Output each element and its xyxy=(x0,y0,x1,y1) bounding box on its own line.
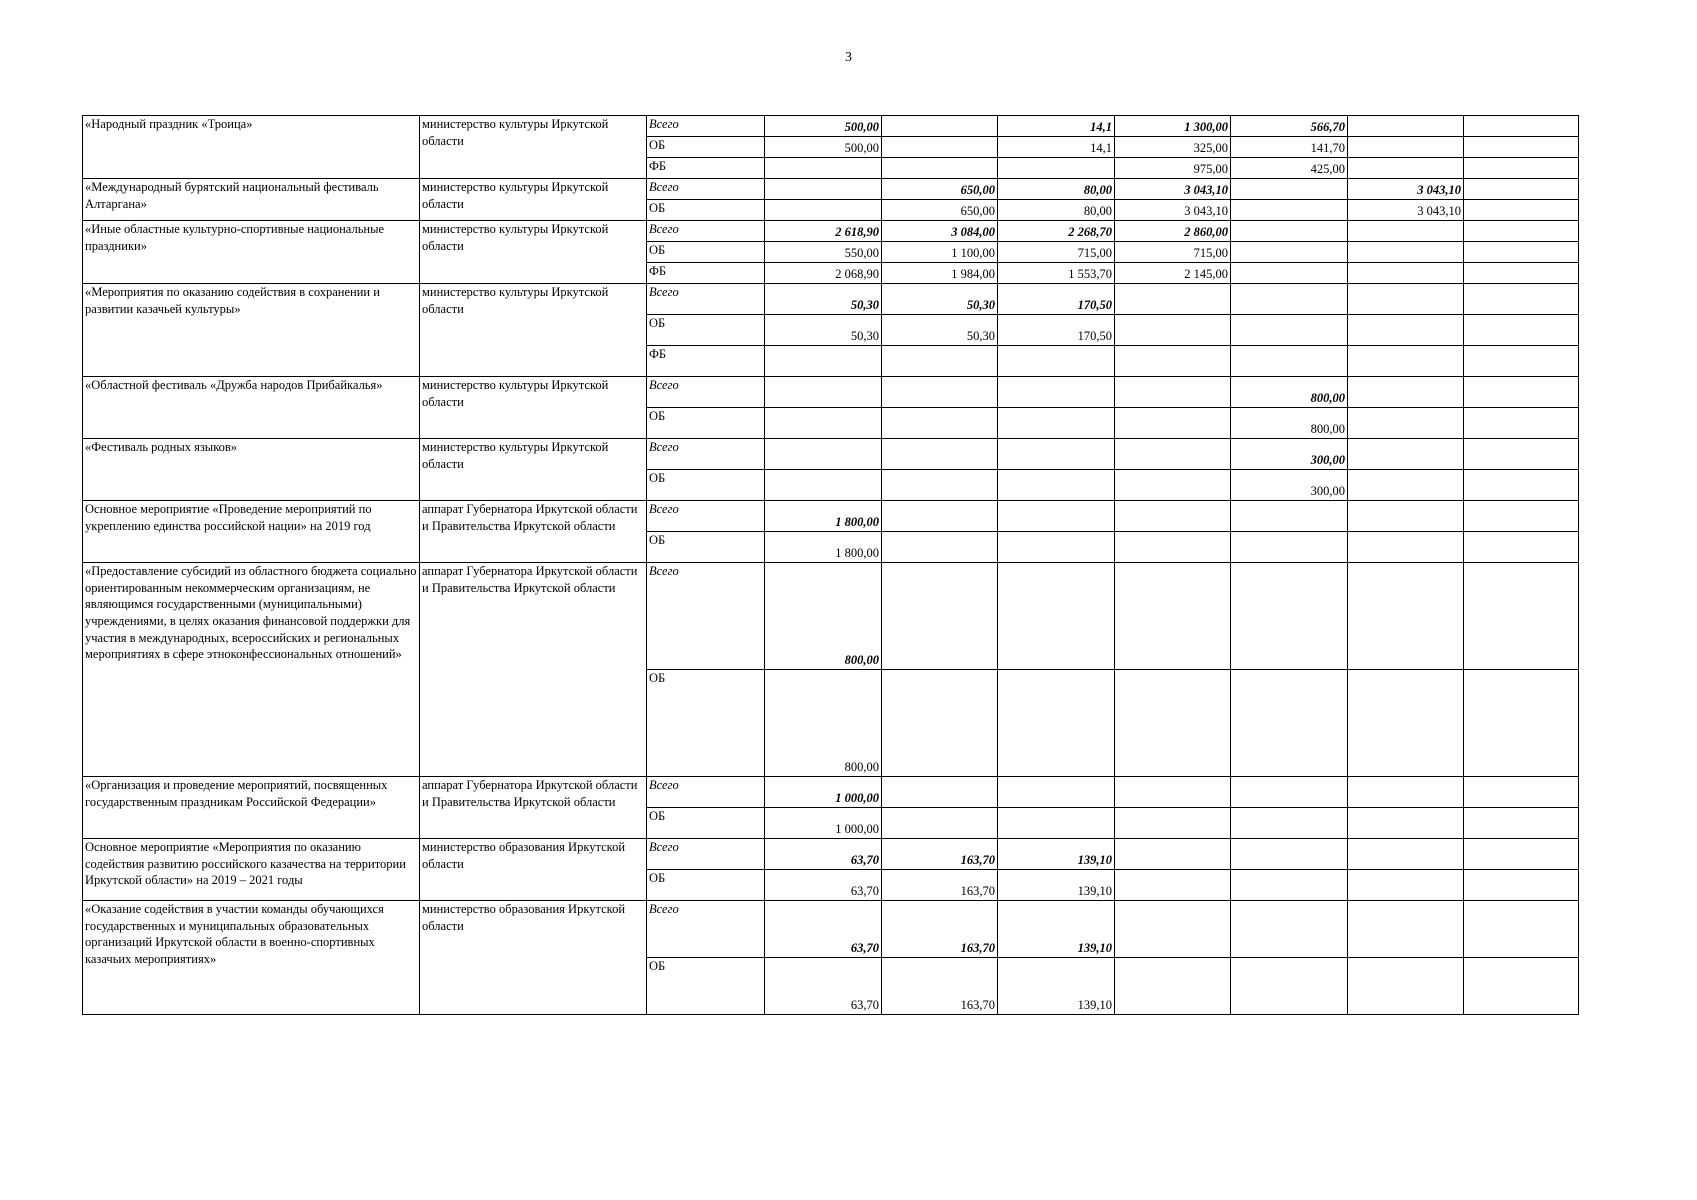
amount-cell xyxy=(1348,439,1464,470)
amount-cell xyxy=(1464,137,1579,158)
amount-cell: 139,10 xyxy=(998,901,1115,958)
amount-cell xyxy=(1115,501,1231,532)
amount-cell xyxy=(1231,179,1348,200)
amount-cell: 2 145,00 xyxy=(1115,263,1231,284)
responsible-executor: министерство образования Иркутской области xyxy=(420,839,647,901)
table-row xyxy=(83,116,1579,137)
funding-source: Всего xyxy=(647,563,765,670)
amount-cell: 63,70 xyxy=(765,870,882,901)
amount-cell xyxy=(1348,408,1464,439)
amount-cell xyxy=(1115,408,1231,439)
amount-cell xyxy=(1231,808,1348,839)
amount-cell: 50,30 xyxy=(765,284,882,315)
amount-cell xyxy=(882,777,998,808)
responsible-executor: министерство культуры Иркутской области xyxy=(420,439,647,501)
amount-cell xyxy=(1231,315,1348,346)
amount-cell xyxy=(882,158,998,179)
amount-cell xyxy=(1348,839,1464,870)
event-name: «Областной фестиваль «Дружба народов Прибайкалья» xyxy=(83,377,420,439)
amount-cell: 800,00 xyxy=(1231,377,1348,408)
amount-cell xyxy=(1115,470,1231,501)
amount-cell xyxy=(1348,263,1464,284)
amount-cell: 163,70 xyxy=(882,870,998,901)
responsible-executor: аппарат Губернатора Иркутской области и Правительства Иркутской области xyxy=(420,501,647,563)
amount-cell: 139,10 xyxy=(998,958,1115,1015)
amount-cell xyxy=(1115,839,1231,870)
amount-cell: 50,30 xyxy=(882,315,998,346)
amount-cell xyxy=(882,670,998,777)
amount-cell: 139,10 xyxy=(998,870,1115,901)
amount-cell xyxy=(1464,116,1579,137)
funding-source: ОБ xyxy=(647,137,765,158)
amount-cell xyxy=(1464,470,1579,501)
responsible-executor: министерство образования Иркутской области xyxy=(420,901,647,1015)
amount-cell: 50,30 xyxy=(765,315,882,346)
funding-source: ОБ xyxy=(647,670,765,777)
amount-cell xyxy=(1115,563,1231,670)
amount-cell xyxy=(1115,377,1231,408)
table-row xyxy=(83,563,1579,670)
amount-cell xyxy=(998,439,1115,470)
amount-cell xyxy=(1231,777,1348,808)
funding-source: ОБ xyxy=(647,958,765,1015)
amount-cell xyxy=(1231,284,1348,315)
amount-cell xyxy=(1115,284,1231,315)
funding-source: ФБ xyxy=(647,263,765,284)
amount-cell xyxy=(882,137,998,158)
amount-cell xyxy=(882,346,998,377)
amount-cell xyxy=(1115,958,1231,1015)
amount-cell xyxy=(882,808,998,839)
amount-cell xyxy=(1115,532,1231,563)
funding-source: ОБ xyxy=(647,242,765,263)
table-row xyxy=(83,284,1579,315)
amount-cell: 550,00 xyxy=(765,242,882,263)
amount-cell xyxy=(1464,439,1579,470)
funding-source: ОБ xyxy=(647,200,765,221)
amount-cell: 14,1 xyxy=(998,137,1115,158)
amount-cell xyxy=(765,179,882,200)
amount-cell xyxy=(998,470,1115,501)
amount-cell xyxy=(1464,563,1579,670)
amount-cell xyxy=(1348,242,1464,263)
amount-cell: 800,00 xyxy=(765,563,882,670)
amount-cell xyxy=(1348,670,1464,777)
amount-cell: 1 300,00 xyxy=(1115,116,1231,137)
funding-source: Всего xyxy=(647,221,765,242)
funding-source: Всего xyxy=(647,839,765,870)
amount-cell xyxy=(998,158,1115,179)
amount-cell xyxy=(998,777,1115,808)
table-row xyxy=(83,901,1579,958)
amount-cell: 3 043,10 xyxy=(1348,200,1464,221)
amount-cell: 3 043,10 xyxy=(1348,179,1464,200)
event-name: Основное мероприятие «Мероприятия по оказанию содействия развитию российского казачества на территории Иркутской области» на 2019 – 2021 годы xyxy=(83,839,420,901)
amount-cell xyxy=(1464,501,1579,532)
amount-cell xyxy=(1348,470,1464,501)
amount-cell: 650,00 xyxy=(882,179,998,200)
amount-cell: 2 618,90 xyxy=(765,221,882,242)
event-name: «Фестиваль родных языков» xyxy=(83,439,420,501)
amount-cell: 50,30 xyxy=(882,284,998,315)
amount-cell xyxy=(1231,839,1348,870)
amount-cell xyxy=(882,501,998,532)
amount-cell xyxy=(1231,901,1348,958)
amount-cell xyxy=(1464,200,1579,221)
amount-cell xyxy=(765,470,882,501)
amount-cell xyxy=(1348,532,1464,563)
amount-cell xyxy=(998,377,1115,408)
amount-cell: 1 100,00 xyxy=(882,242,998,263)
amount-cell: 1 553,70 xyxy=(998,263,1115,284)
funding-source: Всего xyxy=(647,777,765,808)
funding-source: ОБ xyxy=(647,808,765,839)
responsible-executor: аппарат Губернатора Иркутской области и Правительства Иркутской области xyxy=(420,563,647,777)
amount-cell: 300,00 xyxy=(1231,439,1348,470)
amount-cell xyxy=(1115,670,1231,777)
amount-cell: 63,70 xyxy=(765,958,882,1015)
amount-cell: 3 084,00 xyxy=(882,221,998,242)
amount-cell: 500,00 xyxy=(765,137,882,158)
amount-cell: 2 268,70 xyxy=(998,221,1115,242)
amount-cell xyxy=(998,563,1115,670)
amount-cell: 63,70 xyxy=(765,839,882,870)
amount-cell xyxy=(1348,158,1464,179)
funding-source: ОБ xyxy=(647,408,765,439)
amount-cell xyxy=(1464,284,1579,315)
amount-cell: 715,00 xyxy=(998,242,1115,263)
amount-cell xyxy=(882,563,998,670)
amount-cell xyxy=(1464,870,1579,901)
amount-cell xyxy=(998,501,1115,532)
amount-cell: 425,00 xyxy=(1231,158,1348,179)
amount-cell xyxy=(1464,263,1579,284)
amount-cell xyxy=(998,670,1115,777)
amount-cell xyxy=(1464,158,1579,179)
amount-cell xyxy=(1115,808,1231,839)
amount-cell xyxy=(1464,221,1579,242)
table-row xyxy=(83,439,1579,470)
funding-source: Всего xyxy=(647,179,765,200)
amount-cell xyxy=(998,532,1115,563)
table-row xyxy=(83,179,1579,200)
amount-cell xyxy=(1348,958,1464,1015)
event-name: «Иные областные культурно-спортивные национальные праздники» xyxy=(83,221,420,284)
amount-cell xyxy=(1348,315,1464,346)
amount-cell: 1 800,00 xyxy=(765,501,882,532)
amount-cell xyxy=(1348,563,1464,670)
amount-cell xyxy=(998,346,1115,377)
funding-source: ОБ xyxy=(647,870,765,901)
amount-cell xyxy=(765,200,882,221)
funding-source: ОБ xyxy=(647,532,765,563)
amount-cell: 170,50 xyxy=(998,284,1115,315)
amount-cell xyxy=(1231,263,1348,284)
amount-cell: 975,00 xyxy=(1115,158,1231,179)
amount-cell: 1 000,00 xyxy=(765,777,882,808)
amount-cell: 715,00 xyxy=(1115,242,1231,263)
amount-cell xyxy=(1348,346,1464,377)
amount-cell: 163,70 xyxy=(882,958,998,1015)
amount-cell: 325,00 xyxy=(1115,137,1231,158)
funding-source: ОБ xyxy=(647,315,765,346)
table-row xyxy=(83,839,1579,870)
amount-cell: 63,70 xyxy=(765,901,882,958)
responsible-executor: министерство культуры Иркутской области xyxy=(420,179,647,221)
responsible-executor: министерство культуры Иркутской области xyxy=(420,116,647,179)
amount-cell xyxy=(1348,116,1464,137)
amount-cell xyxy=(1115,777,1231,808)
event-name: Основное мероприятие «Проведение мероприятий по укреплению единства российской нации» на 2019 год xyxy=(83,501,420,563)
amount-cell: 1 000,00 xyxy=(765,808,882,839)
amount-cell xyxy=(998,808,1115,839)
table-row xyxy=(83,777,1579,808)
amount-cell xyxy=(1231,200,1348,221)
amount-cell: 3 043,10 xyxy=(1115,179,1231,200)
amount-cell xyxy=(1348,501,1464,532)
event-name: «Мероприятия по оказанию содействия в сохранении и развитии казачьей культуры» xyxy=(83,284,420,377)
amount-cell xyxy=(1464,242,1579,263)
amount-cell: 650,00 xyxy=(882,200,998,221)
table-row xyxy=(83,377,1579,408)
amount-cell xyxy=(1464,958,1579,1015)
funding-source: ОБ xyxy=(647,470,765,501)
responsible-executor: министерство культуры Иркутской области xyxy=(420,221,647,284)
amount-cell xyxy=(1231,670,1348,777)
amount-cell: 1 984,00 xyxy=(882,263,998,284)
amount-cell xyxy=(1348,901,1464,958)
amount-cell xyxy=(765,439,882,470)
amount-cell xyxy=(765,346,882,377)
amount-cell xyxy=(1231,563,1348,670)
amount-cell: 800,00 xyxy=(1231,408,1348,439)
amount-cell: 800,00 xyxy=(765,670,882,777)
funding-source: ФБ xyxy=(647,346,765,377)
amount-cell xyxy=(1348,221,1464,242)
amount-cell xyxy=(1231,958,1348,1015)
amount-cell: 170,50 xyxy=(998,315,1115,346)
amount-cell: 2 068,90 xyxy=(765,263,882,284)
event-name: «Народный праздник «Троица» xyxy=(83,116,420,179)
amount-cell xyxy=(1464,315,1579,346)
amount-cell xyxy=(1348,777,1464,808)
amount-cell xyxy=(998,408,1115,439)
funding-source: ФБ xyxy=(647,158,765,179)
table-row xyxy=(83,221,1579,242)
amount-cell xyxy=(765,408,882,439)
amount-cell xyxy=(1231,501,1348,532)
amount-cell: 163,70 xyxy=(882,901,998,958)
amount-cell xyxy=(1115,901,1231,958)
amount-cell xyxy=(1464,532,1579,563)
amount-cell xyxy=(1464,179,1579,200)
amount-cell: 300,00 xyxy=(1231,470,1348,501)
amount-cell xyxy=(1231,532,1348,563)
page-number: 3 xyxy=(845,50,852,65)
event-name: «Международный бурятский национальный фестиваль Алтаргана» xyxy=(83,179,420,221)
responsible-executor: министерство культуры Иркутской области xyxy=(420,377,647,439)
amount-cell xyxy=(882,408,998,439)
amount-cell: 80,00 xyxy=(998,200,1115,221)
amount-cell xyxy=(1231,221,1348,242)
table-row xyxy=(83,501,1579,532)
funding-source: Всего xyxy=(647,901,765,958)
event-name: «Оказание содействия в участии команды обучающихся государственных и муниципальных образовательных организаций Иркутской области в военно-спортивных казачьих мероприятиях» xyxy=(83,901,420,1015)
amount-cell xyxy=(1464,408,1579,439)
amount-cell xyxy=(1348,284,1464,315)
amount-cell xyxy=(1231,242,1348,263)
amount-cell: 80,00 xyxy=(998,179,1115,200)
amount-cell: 1 800,00 xyxy=(765,532,882,563)
amount-cell xyxy=(1348,808,1464,839)
amount-cell xyxy=(1115,315,1231,346)
amount-cell: 14,1 xyxy=(998,116,1115,137)
amount-cell: 139,10 xyxy=(998,839,1115,870)
amount-cell xyxy=(1464,670,1579,777)
amount-cell xyxy=(1464,377,1579,408)
amount-cell xyxy=(1464,346,1579,377)
responsible-executor: аппарат Губернатора Иркутской области и Правительства Иркутской области xyxy=(420,777,647,839)
amount-cell xyxy=(1348,137,1464,158)
amount-cell xyxy=(882,377,998,408)
amount-cell xyxy=(882,116,998,137)
amount-cell xyxy=(1115,346,1231,377)
amount-cell xyxy=(882,532,998,563)
amount-cell xyxy=(1231,870,1348,901)
amount-cell xyxy=(1464,839,1579,870)
event-name: «Предоставление субсидий из областного бюджета социально ориентированным некоммерческим организациям, не являющимся государственными (муниципальными) учреждениями, в целях оказания финансовой поддержки для участия в международных, всероссийских и региональных мероприятиях в сфере этноконфессиональных отношений» xyxy=(83,563,420,777)
amount-cell: 566,70 xyxy=(1231,116,1348,137)
funding-source: Всего xyxy=(647,501,765,532)
amount-cell xyxy=(1231,346,1348,377)
amount-cell xyxy=(1464,808,1579,839)
table-body xyxy=(83,116,1579,1015)
amount-cell xyxy=(765,377,882,408)
amount-cell xyxy=(1464,901,1579,958)
amount-cell xyxy=(882,470,998,501)
amount-cell: 3 043,10 xyxy=(1115,200,1231,221)
budget-table xyxy=(82,115,1579,1015)
amount-cell xyxy=(1115,870,1231,901)
amount-cell xyxy=(765,158,882,179)
funding-source: Всего xyxy=(647,284,765,315)
amount-cell: 2 860,00 xyxy=(1115,221,1231,242)
responsible-executor: министерство культуры Иркутской области xyxy=(420,284,647,377)
amount-cell xyxy=(882,439,998,470)
funding-source: Всего xyxy=(647,116,765,137)
funding-source: Всего xyxy=(647,377,765,408)
event-name: «Организация и проведение мероприятий, посвященных государственным праздникам Российской Федерации» xyxy=(83,777,420,839)
amount-cell: 500,00 xyxy=(765,116,882,137)
amount-cell: 141,70 xyxy=(1231,137,1348,158)
amount-cell: 163,70 xyxy=(882,839,998,870)
amount-cell xyxy=(1115,439,1231,470)
amount-cell xyxy=(1348,377,1464,408)
amount-cell xyxy=(1348,870,1464,901)
funding-source: Всего xyxy=(647,439,765,470)
amount-cell xyxy=(1464,777,1579,808)
